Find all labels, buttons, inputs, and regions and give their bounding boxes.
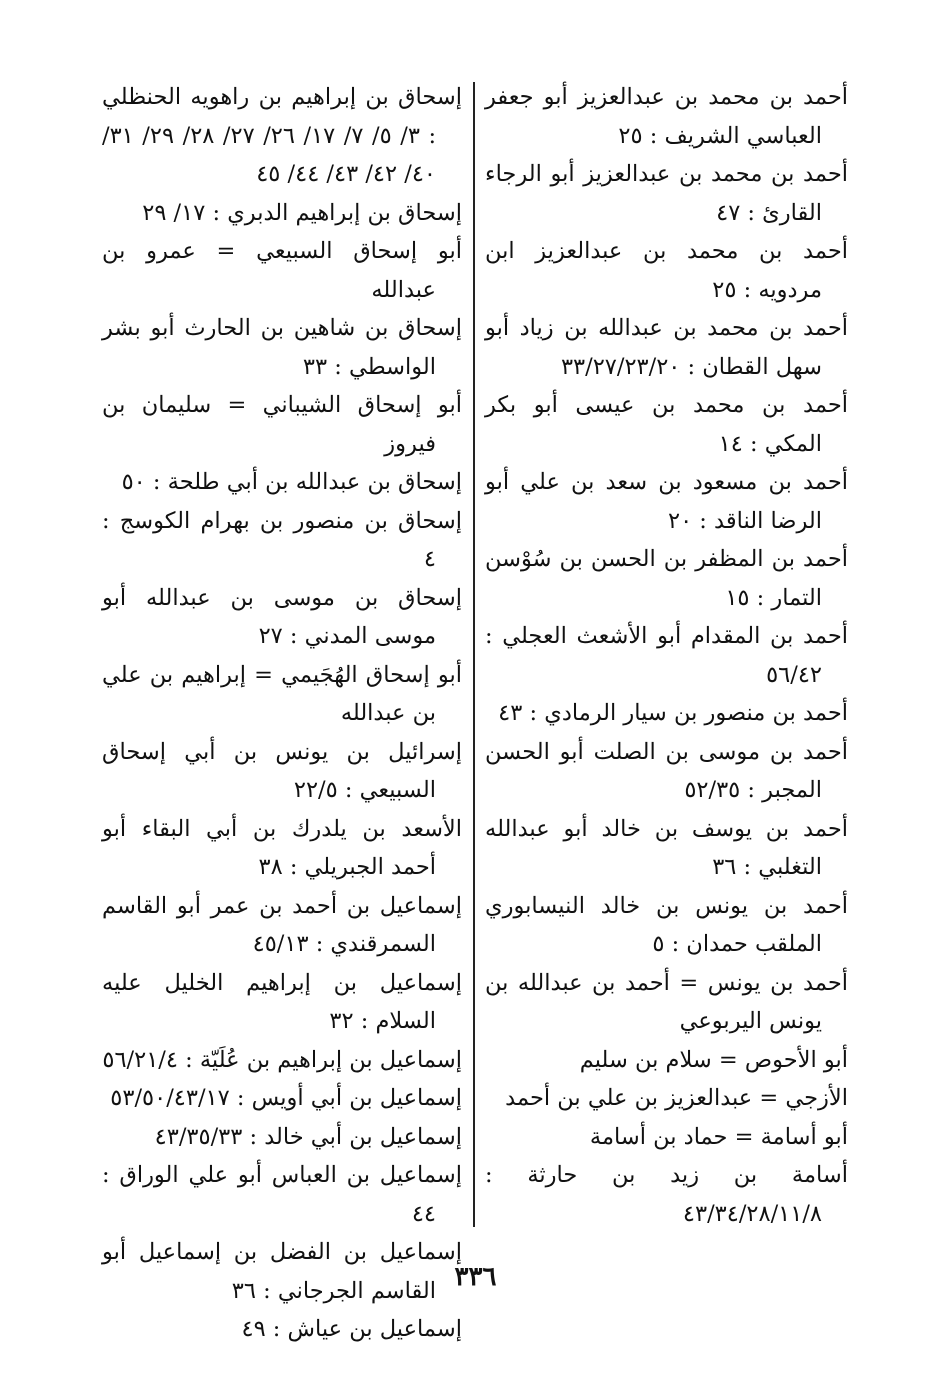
- index-entry: الأزجي = عبدالعزيز بن علي بن أحمد: [505, 1085, 848, 1111]
- index-entry: أبو إسحاق الشيباني = سليمان بن فيروز: [102, 392, 462, 457]
- index-entry: أبو إسحاق السبيعي = عمرو بن عبدالله: [102, 238, 462, 303]
- index-entry: أحمد بن منصور بن سيار الرمادي : ٤٣: [498, 700, 848, 726]
- index-entry: أحمد بن محمد بن عبدالعزيز أبو جعفر العباسي الشريف : ٢٥: [485, 84, 848, 149]
- column-divider: [473, 82, 475, 1227]
- index-entry: إسحاق بن موسى بن عبدالله أبو موسى المدني : ٢٧: [102, 584, 462, 649]
- index-entry: أحمد بن يونس = أحمد بن عبدالله بن يونس اليربوعي: [485, 969, 848, 1034]
- index-entry: أبو إسحاق الهُجَيمي = إبراهيم بن علي بن عبدالله: [102, 661, 462, 726]
- index-entry: إسحاق بن إبراهيم بن راهويه الحنظلي : ٣/ ٥/ ٧/ ١٧/ ٢٦/ ٢٧/ ٢٨/ ٢٩/ ٣١/ ٤٠/ ٤٢/ ٤٣/ ٤٤/ ٤٥: [102, 84, 462, 187]
- index-entry: أحمد بن مسعود بن سعد بن علي أبو الرضا الناقد : ٢٠: [485, 469, 848, 534]
- index-entry: أحمد بن يوسف بن خالد أبو عبدالله التغلبي : ٣٦: [485, 815, 848, 880]
- index-entry: أحمد بن يونس بن خالد النيسابوري الملقب حمدان : ٥: [485, 892, 848, 957]
- index-entry: إسماعيل بن أبي أويس : ٥٣/٥٠/٤٣/١٧: [110, 1085, 462, 1111]
- index-entry: إسماعيل بن الفضل بن إسماعيل أبو القاسم الجرجاني : ٣٦: [102, 1239, 462, 1304]
- index-entry: إسماعيل بن أحمد بن عمر أبو القاسم السمرقندي : ٤٥/١٣: [102, 892, 462, 957]
- index-entry: إسحاق بن منصور بن بهرام الكوسج : ٤: [102, 507, 462, 572]
- index-entry: إسحاق بن إبراهيم الدبري : ١٧/ ٢٩: [142, 199, 462, 226]
- page-number: ٣٣٦: [454, 1262, 497, 1292]
- index-entry: أحمد بن محمد بن عبدالعزيز ابن مردويه : ٢٥: [485, 238, 848, 303]
- index-entry: إسماعيل بن العباس أبو علي الوراق : ٤٤: [102, 1162, 462, 1227]
- index-entry: أحمد بن محمد بن عبدالعزيز أبو الرجاء القارئ : ٤٧: [485, 161, 848, 226]
- index-entry: إسماعيل بن أبي خالد : ٤٣/٣٥/٣٣: [154, 1123, 462, 1150]
- index-entry: أحمد بن محمد بن عبدالله بن زياد أبو سهل القطان : ٣٣/٢٧/٢٣/٢٠: [485, 315, 848, 380]
- index-entry: إسحاق بن عبدالله بن أبي طلحة : ٥٠: [121, 469, 462, 495]
- index-entry: إسحاق بن شاهين بن الحارث أبو بشر الواسطي : ٣٣: [102, 315, 462, 380]
- index-entry: أحمد بن المقدام أبو الأشعث العجلي : ٥٦/٤٢: [485, 623, 848, 688]
- index-entry: أحمد بن المظفر بن الحسن بن سُوْسن التمار : ١٥: [485, 546, 848, 611]
- index-entry: أحمد بن محمد بن عيسى أبو بكر المكي : ١٤: [485, 392, 848, 457]
- index-entry: إسماعيل بن إبراهيم بن عُلَيّة : ٥٦/٢١/٤: [102, 1046, 462, 1073]
- index-column-left: [102, 78, 462, 1342]
- index-entry: أحمد بن موسى بن الصلت أبو الحسن المجبر : ٥٢/٣٥: [485, 738, 848, 803]
- index-column-right: [485, 78, 848, 1238]
- index-entry: إسرائيل بن يونس بن أبي إسحاق السبيعي : ٢٢/٥: [102, 738, 462, 803]
- index-entry: الأسعد بن يلدرك بن أبي البقاء أبو أحمد الجبريلي : ٣٨: [102, 815, 462, 880]
- index-entry: إسماعيل بن عياش : ٤٩: [241, 1316, 462, 1342]
- index-entry: أبو الأحوص = سلام بن سليم: [579, 1046, 848, 1073]
- index-entry: أبو أسامة = حماد بن أسامة: [589, 1123, 848, 1150]
- index-entry: إسماعيل بن إبراهيم الخليل عليه السلام : ٣٢: [102, 969, 462, 1034]
- index-entry: أسامة بن زيد بن حارثة : ٤٣/٣٤/٢٨/١١/٨: [485, 1162, 848, 1227]
